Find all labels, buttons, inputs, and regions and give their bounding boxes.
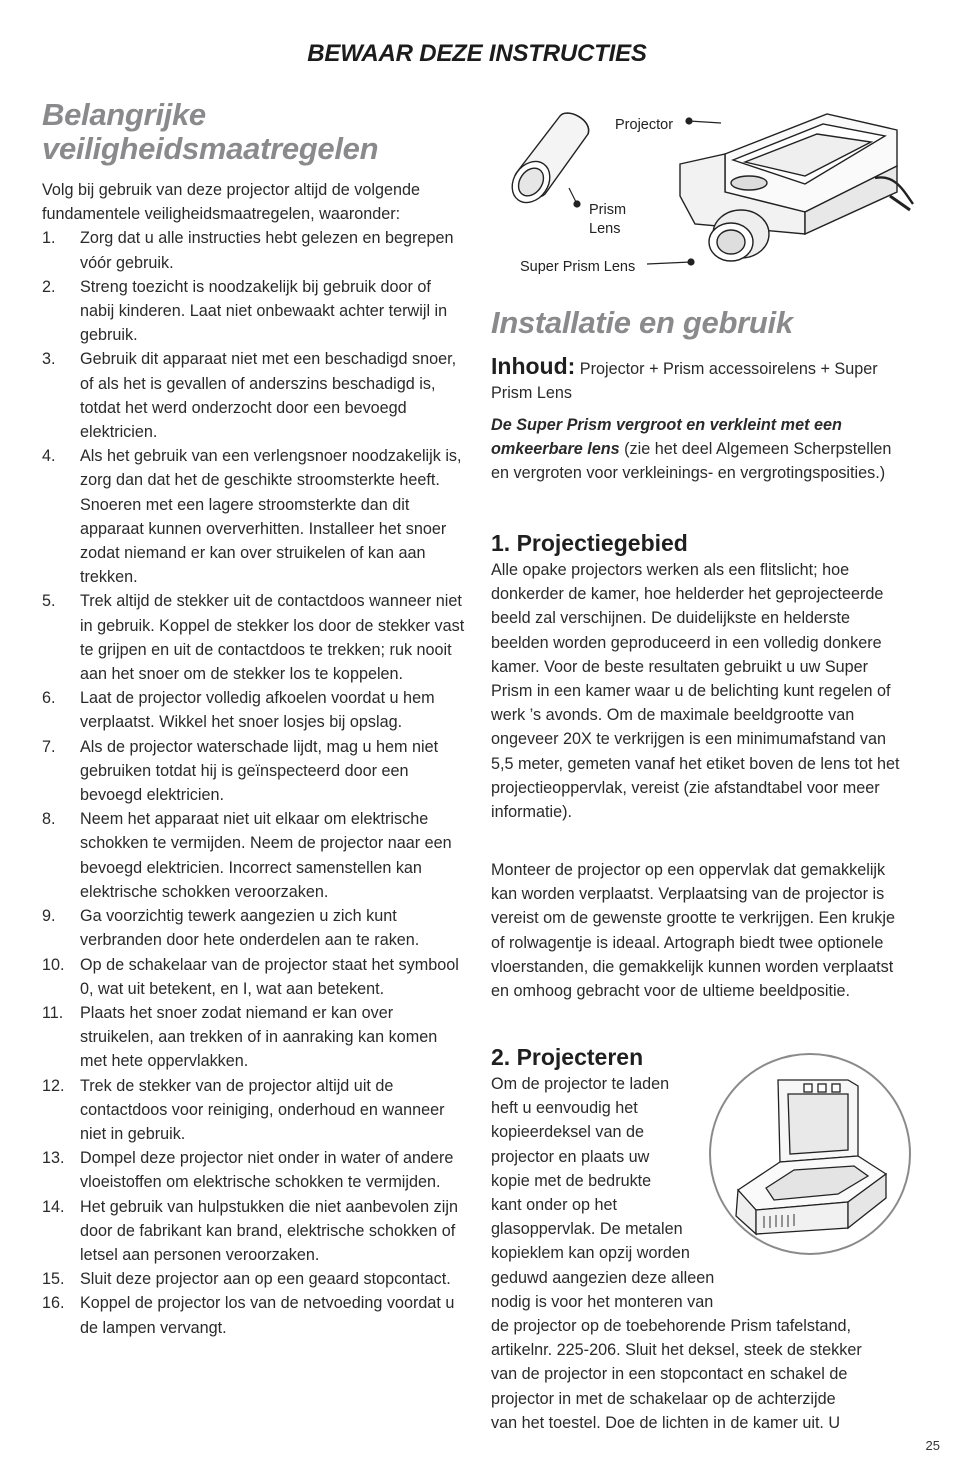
- contents-text: Projector + Prism accessoirelens + Super Prism Lens: [491, 360, 878, 403]
- safety-item: [42, 1267, 466, 1291]
- safety-item-text: Trek altijd de stekker uit de contactdoos wanneer niet in gebruik. Koppel de stekker los door de stekker vast te grijpen en uit de contactdoos te trekken; ruk nooit aan het snoer om de stekker los te koppelen.: [80, 592, 465, 684]
- safety-item-number: 15.: [42, 1270, 65, 1289]
- safety-item-number: 16.: [42, 1294, 65, 1313]
- safety-item-number: 8.: [42, 810, 56, 829]
- safety-item: [42, 1195, 466, 1268]
- safety-item-text: Als het gebruik van een verlengsnoer noodzakelijk is, zorg dan dat het de geschikte stroomsterkte heeft. Snoeren met een lagere stroomsterkte dan dit apparaat kunnen oververhitten. Installeer het snoer zodat niemand er kan over struikelen of kan aan trekken.: [80, 447, 462, 587]
- safety-intro: Volg bij gebruik van deze projector altijd de volgende fundamentele veiligheidsmaatregelen, waaronder:: [42, 181, 420, 224]
- safety-item-text: Gebruik dit apparaat niet met een beschadigd snoer, of als het is gevallen of anderszins beschadigd is, totdat het werd onderzocht door een bevoegd elektricien.: [80, 350, 457, 442]
- section2-line: kopie met de bedrukte: [491, 1171, 652, 1190]
- safety-item: [42, 1146, 466, 1194]
- label-lens: Lens: [589, 221, 621, 237]
- projector-figure: [505, 104, 915, 284]
- safety-item: [42, 275, 466, 348]
- safety-item-number: 13.: [42, 1149, 65, 1168]
- safety-item-number: 5.: [42, 592, 56, 611]
- section2-line: heft u eenvoudig het: [491, 1099, 638, 1118]
- safety-item: [42, 953, 466, 1001]
- section2-heading: 2. Projecteren: [491, 1044, 644, 1070]
- safety-item: [42, 589, 466, 686]
- lens-note-bold: De Super Prism vergroot en verkleint met een omkeerbare lens: [491, 416, 842, 459]
- safety-item-text: Zorg dat u alle instructies hebt gelezen en begrepen vóór gebruik.: [80, 229, 454, 272]
- open-projector-figure: [708, 1052, 912, 1256]
- safety-heading: [42, 98, 466, 166]
- section1-para1: Alle opake projectors werken als een flitslicht; hoe donkerder de kamer, hoe helderder het geprojecteerde beeld zal verschijnen. De duidelijkste en helderste beelden worden geproduceerd in een volledig donkere kamer. Voor de beste resultaten gebruikt u uw Super Prism in een kamer waar u de belichting kunt regelen of werk ’s avonds. Om de maximale beeldgrootte van ongeveer 20X te verkrijgen is een minimumafstand van 5,5 meter, gemeten vanaf het etiket boven de lens tot het projectieoppervlak, vereist (zie afstandtabel voor meer informatie).: [491, 561, 900, 822]
- section2-line: kopieklem kan opzij worden: [491, 1244, 690, 1263]
- safety-item-text: Koppel de projector los van de netvoeding voordat u de lampen vervangt.: [80, 1294, 455, 1337]
- section2-line: de projector op de toebehorende Prism tafelstand,: [491, 1317, 851, 1336]
- safety-item-number: 11.: [42, 1003, 64, 1022]
- safety-item-text: Als de projector waterschade lijdt, mag u hem niet gebruiken totdat hij is geïnspecteerd door een bevoegd elektricien.: [80, 737, 439, 805]
- safety-column: [42, 98, 466, 1340]
- safety-item-number: 7.: [42, 737, 56, 756]
- section1-para2: Monteer de projector op een oppervlak dat gemakkelijk kan worden verplaatst. Verplaatsing van de projector is vereist om de gewenste grootte te verkrijgen. Een krukje of rolwagentje is ideaal. Artograph biedt twee optionele vloerstanden, die gemakkelijk kunnen worden verplaatst en omhoog gebracht voor de ultieme beeldpositie.: [491, 861, 895, 1001]
- section2-line: projector en plaats uw: [491, 1147, 650, 1166]
- section2-line: van de projector in een stopcontact en schakel de: [491, 1365, 848, 1384]
- safety-item: [42, 347, 466, 444]
- section2-line: geduwd aangezien deze alleen: [491, 1268, 715, 1287]
- contents-label: Inhoud:: [491, 353, 576, 379]
- safety-item-number: 10.: [42, 955, 65, 974]
- safety-heading-line1: Belangrijke: [42, 97, 206, 132]
- safety-item-number: 12.: [42, 1076, 65, 1095]
- safety-item-text: Dompel deze projector niet onder in water of andere vloeistoffen om elektrische schokken te vermijden.: [80, 1149, 454, 1192]
- section2-line: projector in met de schakelaar op de achterzijde: [491, 1389, 836, 1408]
- safety-heading-line2: veiligheidsmaatregelen: [42, 131, 379, 166]
- lens-note: [491, 413, 897, 486]
- section2-line: Om de projector te laden: [491, 1075, 670, 1093]
- safety-item-text: Laat de projector volledig afkoelen voordat u hem verplaatst. Wikkel het snoer losjes bij opslag.: [80, 689, 435, 732]
- safety-item: [42, 686, 466, 734]
- section1-heading: 1. Projectiegebied: [491, 530, 688, 556]
- safety-item: [42, 1291, 466, 1339]
- safety-item-text: Plaats het snoer zodat niemand er kan over struikelen, aan trekken of in aanraking kan komen met hete oppervlakken.: [80, 1003, 438, 1071]
- safety-item: [42, 226, 466, 274]
- safety-item-text: Streng toezicht is noodzakelijk bij gebruik door of nabij kinderen. Laat niet onbewaakt achter terwijl in gebruik.: [80, 277, 448, 345]
- safety-item-text: Op de schakelaar van de projector staat het symbool 0, wat uit betekent, en I, wat aan betekent.: [80, 955, 459, 998]
- safety-list: [42, 226, 466, 1339]
- safety-item: [42, 735, 466, 808]
- safety-item-number: 2.: [42, 277, 56, 296]
- section2-line: kant onder op het: [491, 1196, 617, 1215]
- safety-item-text: Trek de stekker van de projector altijd uit de contactdoos voor reiniging, onderhoud en wanneer niet in gebruik.: [80, 1076, 445, 1143]
- safety-item-text: Het gebruik van hulpstukken die niet aanbevolen zijn door de fabrikant kan brand, elektrische schokken of letsel aan personen veroorzaken.: [80, 1197, 458, 1264]
- contents-block: [491, 354, 891, 405]
- safety-item-number: 9.: [42, 907, 56, 926]
- safety-item-number: 1.: [42, 229, 56, 248]
- safety-item: [42, 1074, 466, 1147]
- label-prism: Prism: [589, 202, 627, 218]
- lens-note-text: (zie het deel Algemeen Scherpstellen en vergroten voor verkleinings- en vergrotingsposities.): [491, 440, 892, 483]
- safety-item-text: Neem het apparaat niet uit elkaar om elektrische schokken te vermijden. Neem de projector naar een bevoegd elektricien. Incorrect samenstellen kan elektrische schokken veroorzaken.: [80, 810, 452, 901]
- prism-lens-illustration: [505, 113, 589, 210]
- page-header-title: BEWAAR DEZE INSTRUCTIES: [307, 40, 647, 67]
- safety-item-number: 3.: [42, 350, 56, 369]
- section2-line: nodig is voor het monteren van: [491, 1292, 714, 1311]
- safety-item-text: Ga voorzichtig tewerk aangezien u zich kunt verbranden door hete onderdelen aan te raken.: [80, 907, 420, 950]
- safety-item-text: Sluit deze projector aan op een geaard stopcontact.: [80, 1270, 451, 1289]
- projector-illustration: [680, 114, 913, 261]
- safety-item: [42, 807, 466, 904]
- section2-line: glasoppervlak. De metalen: [491, 1220, 683, 1239]
- safety-item-number: 6.: [42, 689, 56, 708]
- label-super-prism-lens: Super Prism Lens: [520, 259, 636, 275]
- safety-item: [42, 904, 466, 952]
- safety-item: [42, 444, 466, 589]
- section2-line: kopieerdeksel van de: [491, 1123, 644, 1142]
- safety-item-number: 4.: [42, 447, 56, 466]
- safety-item-number: 14.: [42, 1197, 65, 1216]
- install-heading: Installatie en gebruik: [491, 305, 793, 340]
- safety-item: [42, 1001, 466, 1074]
- section2-line: artikelnr. 225-206. Sluit het deksel, steek de stekker: [491, 1341, 862, 1360]
- label-projector: Projector: [615, 117, 674, 133]
- page-number: 25: [925, 1438, 940, 1453]
- section2-line: van het toestel. Doe de lichten in de kamer uit. U: [491, 1413, 841, 1432]
